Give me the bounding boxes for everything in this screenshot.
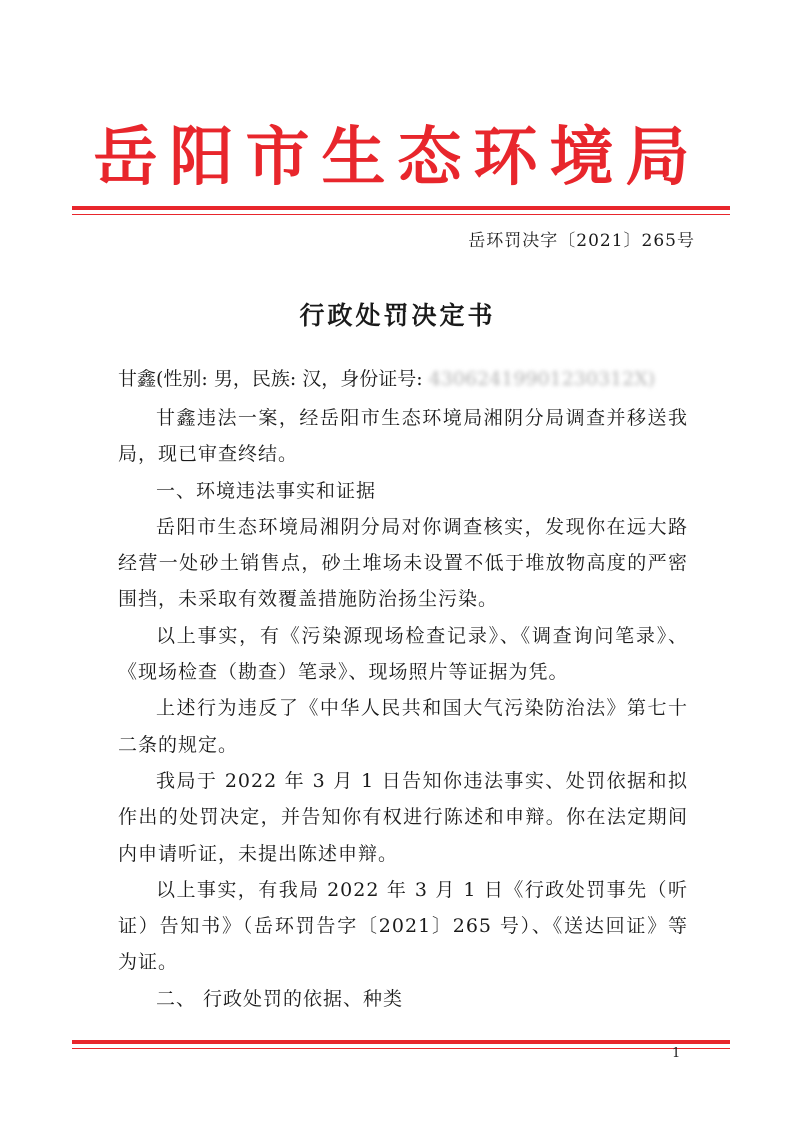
document-title: 行政处罚决定书 xyxy=(299,301,496,330)
body-paragraph-violation: 上述行为违反了《中华人民共和国大气污染防治法》第七十二条的规定。 xyxy=(118,697,688,756)
party-info-text: 甘鑫(性别: 男，民族: 汉，身份证号: xyxy=(118,368,429,390)
page-number: 1 xyxy=(672,1046,681,1061)
header-rule-thick xyxy=(72,206,730,210)
party-info-line xyxy=(118,364,678,394)
document-number: 岳环罚决字〔2021〕265号 xyxy=(468,231,695,251)
party-id-redacted: 43062419901230312X) xyxy=(428,368,656,390)
body-paragraph-intro: 甘鑫违法一案，经岳阳市生态环境局湘阴分局调查并移送我局，现已审查终结。 xyxy=(118,407,688,466)
body-paragraph-notice-evidence: 以上事实，有我局 2022 年 3 月 1 日《行政处罚事先（听证）告知书》（岳环罚告字〔2021〕265 号）、《送达回证》等为证。 xyxy=(118,878,688,974)
section-heading-facts: 一、环境违法事实和证据 xyxy=(156,479,377,502)
footer-rule-thick xyxy=(72,1040,730,1044)
header-rule-thin xyxy=(72,214,730,215)
footer-rule-thin xyxy=(72,1048,730,1049)
body-paragraph-notice: 我局于 2022 年 3 月 1 日告知你违法事实、处罚依据和拟作出的处罚决定，并告知你有权进行陈述和申辩。你在法定期间内申请听证，未提出陈述申辩。 xyxy=(118,769,688,865)
body-paragraph-evidence: 以上事实，有《污染源现场检查记录》、《调查询问笔录》、《现场检查（勘查）笔录》、现场照片等证据为凭。 xyxy=(118,624,688,684)
document-body xyxy=(118,400,688,1017)
body-paragraph-findings: 岳阳市生态环境局湘阴分局对你调查核实，发现你在远大路经营一处砂土销售点，砂土堆场未设置不低于堆放物高度的严密围挡，未采取有效覆盖措施防治扬尘污染。 xyxy=(118,515,688,611)
section-heading-basis: 二、 行政处罚的依据、种类 xyxy=(156,987,404,1010)
agency-header-title: 岳阳市生态环境局 xyxy=(93,120,702,195)
